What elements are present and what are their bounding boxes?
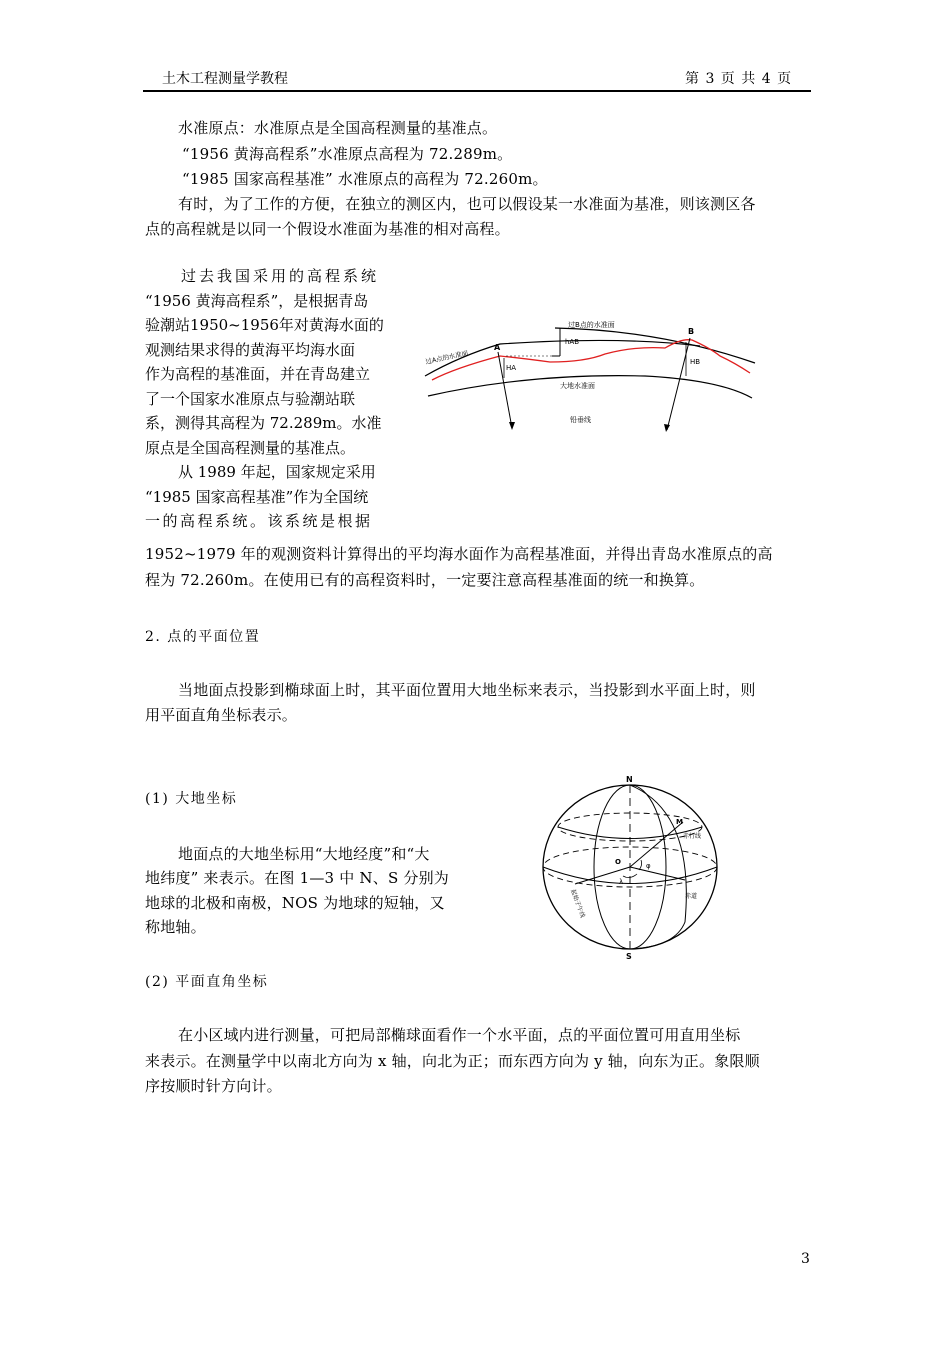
plumb-arrow-a	[509, 422, 515, 430]
rect-line-3: 序按顺时针方向计。	[145, 1077, 282, 1095]
wrap-line: “1985 国家高程基准”作为全国统	[145, 487, 369, 506]
ha-label: HA	[506, 364, 517, 372]
plumb-arrow-b	[664, 424, 670, 432]
header-page-info: 第 3 页 共 4 页	[685, 71, 792, 87]
wrap-line: 验潮站1950~1956年对黄海水面的	[145, 316, 384, 334]
terrain-profile	[432, 340, 750, 380]
hab-label: hAB	[565, 338, 580, 346]
wrap-line: “1956 黄海高程系”，是根据青岛	[145, 291, 369, 310]
elevation-figure	[420, 318, 760, 438]
label-a-surface: 过A点的水准面	[424, 349, 469, 366]
section-2-heading: 2. 点的平面位置	[145, 629, 261, 645]
rect-line-1: 在小区域内进行测量，可把局部椭球面看作一个水平面，点的平面位置可用直用坐标	[178, 1026, 741, 1044]
plane-line-1: 当地面点投影到椭球面上时，其平面位置用大地坐标来表示，当投影到水平面上时，则	[178, 681, 756, 699]
intro-line-5: 点的高程就是以同一个假设水准面为基准的相对高程。	[145, 220, 510, 238]
geo-line-1: 地面点的大地坐标用“大地经度”和“大	[178, 845, 430, 863]
label-b-surface: 过B点的水准面	[568, 321, 615, 329]
wrap-line: 从 1989 年起，国家规定采用	[178, 463, 376, 481]
wrap-line: 过去我国采用的高程系统	[181, 267, 380, 285]
header-rule	[143, 90, 811, 92]
page-number: 3	[801, 1251, 810, 1267]
equator-label: 赤道	[685, 893, 698, 900]
wrap-line: 观测结果求得的黄海平均海水面	[145, 340, 356, 359]
continue-line-1: 1952~1979 年的观测资料计算得出的平均海水面作为高程基准面，并得出青岛水准原点的高	[145, 545, 773, 563]
intro-line-3: “1985 国家高程基准” 水准原点的高程为 72.260m。	[182, 170, 548, 188]
south-pole-label: S	[626, 952, 632, 961]
wrap-line: 系，测得其高程为 72.289m。水准	[145, 414, 382, 432]
label-geoid: 大地水准面	[560, 382, 595, 390]
point-m-label: M	[676, 818, 683, 826]
ellipsoid-figure	[535, 772, 725, 962]
level-surface-a	[425, 340, 700, 376]
meridian-curve	[630, 785, 686, 949]
meridian-label: 起始子午线	[569, 888, 586, 919]
plumb-line-b	[667, 338, 690, 430]
plane-line-2: 用平面直角坐标表示。	[145, 706, 298, 724]
point-a-label: A	[494, 343, 501, 352]
north-pole-label: N	[626, 775, 633, 784]
lambda-label: λ	[619, 878, 624, 886]
wrap-line: 原点是全国高程测量的基准点。	[145, 438, 356, 457]
intro-line-4: 有时，为了工作的方便，在独立的测区内，也可以假设某一水准面为基准，则该测区各	[178, 195, 756, 213]
label-plumb: 铅垂线	[570, 416, 591, 424]
header-title: 土木工程测量学教程	[162, 71, 288, 87]
wrap-line: 一的高程系统。该系统是根据	[145, 512, 373, 530]
subsection-1-heading: (1) 大地坐标	[145, 791, 238, 807]
geo-line-2: 地纬度” 来表示。在图 1—3 中 N、S 分别为	[145, 869, 449, 887]
wrap-paragraph	[145, 264, 400, 534]
radius-m	[630, 822, 683, 867]
continue-line-2: 程为 72.260m。在使用已有的高程资料时，一定要注意高程基准面的统一和换算。	[145, 571, 705, 589]
intro-line-2: “1956 黄海高程系”水准原点高程为 72.289m。	[182, 145, 513, 163]
subsection-2-heading: (2) 平面直角坐标	[145, 974, 269, 990]
geo-line-3: 地球的北极和南极，NOS 为地球的短轴，又	[145, 894, 445, 912]
point-b-label: B	[688, 327, 695, 336]
hb-label: HB	[690, 358, 701, 366]
origin-label: O	[615, 858, 621, 866]
phi-label: φ	[646, 862, 651, 870]
intro-line-1: 水准原点：水准原点是全国高程测量的基准点。	[178, 119, 498, 137]
rect-line-2: 来表示。在测量学中以南北方向为 x 轴，向北为正；而东西方向为 y 轴，向东为正。象限顺	[145, 1052, 760, 1070]
parallel-label: 赤行线	[683, 833, 702, 840]
geo-line-4: 称地轴。	[145, 918, 206, 936]
wrap-line: 作为高程的基准面，并在青岛建立	[145, 365, 371, 383]
wrap-line: 了一个国家水准原点与验潮站联	[145, 389, 356, 408]
